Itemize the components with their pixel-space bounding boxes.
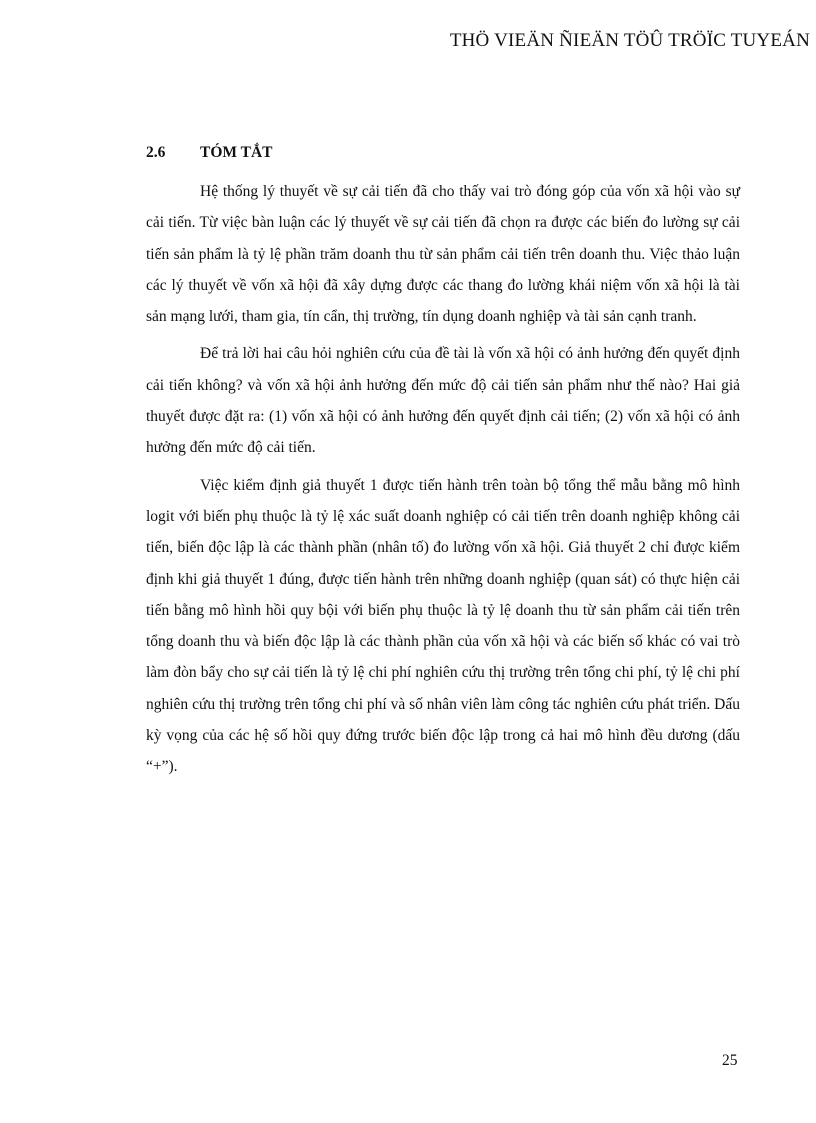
section-number: 2.6 (146, 144, 166, 161)
summary-section (146, 142, 740, 789)
paragraph-3: Việc kiểm định giả thuyết 1 được tiến hành trên toàn bộ tổng thể mẫu bằng mô hình logit với biến phụ thuộc là tỷ lệ xác suất doanh nghiệp có cải tiến trên doanh nghiệp không cải tiến, biến độc lập là các thành phần (nhân tố) đo lường vốn xã hội. Giả thuyết 2 chỉ được kiểm định khi giả thuyết 1 đúng, được tiến hành trên những doanh nghiệp (quan sát) có thực hiện cải tiến bằng mô hình hồi quy bội với biến phụ thuộc là tỷ lệ doanh thu từ sản phẩm cải tiến trên tổng doanh thu và biến độc lập là các thành phần của vốn xã hội và các biến số khác có vai trò làm đòn bẩy cho sự cải tiến là tỷ lệ chi phí nghiên cứu thị trường trên tổng chi phí, tỷ lệ chi phí nghiên cứu thị trường trên tổng chi phí và số nhân viên làm công tác nghiên cứu phát triển. Dấu kỳ vọng của các hệ số hồi quy đứng trước biến độc lập trong cả hai mô hình đều dương (dấu “+”). (146, 476, 740, 776)
page-number: 25 (722, 1052, 738, 1069)
paragraph-2: Để trả lời hai câu hỏi nghiên cứu của đề tài là vốn xã hội có ảnh hưởng đến quyết định cải tiến không? và vốn xã hội ảnh hưởng đến mức độ cải tiến sản phẩm như thế nào? Hai giả thuyết được đặt ra: (1) vốn xã hội có ảnh hưởng đến quyết định cải tiến; (2) vốn xã hội có ảnh hưởng đến mức độ cải tiến. (146, 345, 740, 457)
section-title: TÓM TẮT (200, 144, 273, 161)
section-heading (146, 142, 740, 164)
paragraph-1: Hệ thống lý thuyết về sự cải tiến đã cho thấy vai trò đóng góp của vốn xã hội vào sự cải tiến. Từ việc bàn luận các lý thuyết về sự cải tiến đã chọn ra được các biến đo lường sự cải tiến sản phẩm là tỷ lệ phần trăm doanh thu từ sản phẩm cải tiến trên doanh thu. Việc thảo luận các lý thuyết về vốn xã hội đã xây dựng được các thang đo lường khái niệm vốn xã hội là tài sản mạng lưới, tham gia, tín cẩn, thị trường, tín dụng doanh nghiệp và tài sản cạnh tranh. (146, 183, 740, 326)
page-header-title: THÖ VIEÄN ÑIEÄN TÖÛ TRÖÏC TUYEÁN (449, 30, 810, 51)
